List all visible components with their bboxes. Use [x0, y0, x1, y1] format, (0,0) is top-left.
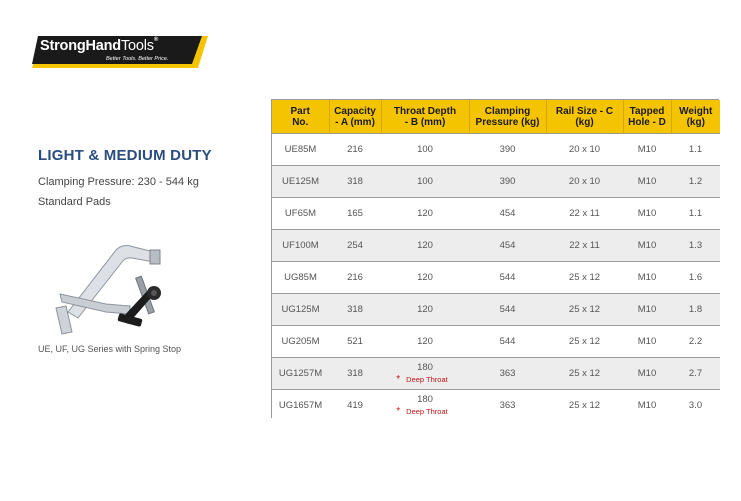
cell-weight: 2.2 — [671, 326, 720, 358]
cell-weight: 1.6 — [671, 262, 720, 294]
clamping-pressure-text: Clamping Pressure: 230 - 544 kg — [38, 176, 199, 188]
cell-part: UG205M — [272, 326, 329, 358]
cell-throat: 100 — [381, 134, 469, 166]
deep-throat-note: * Deep Throat — [396, 373, 448, 385]
pads-text: Standard Pads — [38, 196, 111, 208]
cell-hole: M10 — [623, 294, 671, 326]
cell-hole: M10 — [623, 230, 671, 262]
cell-part: UF65M — [272, 198, 329, 230]
deep-throat-note: * Deep Throat — [396, 405, 448, 417]
cell-throat: 120 — [381, 262, 469, 294]
cell-rail: 22 x 11 — [546, 230, 623, 262]
cell-weight: 1.1 — [671, 134, 720, 166]
cell-throat: 120 — [381, 230, 469, 262]
cell-pressure: 390 — [469, 166, 546, 198]
cell-hole: M10 — [623, 166, 671, 198]
cell-pressure: 454 — [469, 230, 546, 262]
cell-capacity: 216 — [329, 262, 381, 294]
table-row — [272, 198, 720, 230]
cell-rail: 25 x 12 — [546, 326, 623, 358]
cell-capacity: 419 — [329, 390, 381, 422]
header-weight: Weight (kg) — [671, 100, 720, 134]
cell-throat — [381, 358, 469, 390]
cell-rail: 25 x 12 — [546, 294, 623, 326]
table-row — [272, 358, 720, 390]
cell-capacity: 254 — [329, 230, 381, 262]
cell-weight: 1.1 — [671, 198, 720, 230]
cell-capacity: 318 — [329, 294, 381, 326]
cell-weight: 1.3 — [671, 230, 720, 262]
cell-capacity: 165 — [329, 198, 381, 230]
logo-wordmark: StrongHandTools® — [40, 37, 159, 54]
table-row — [272, 166, 720, 198]
cell-throat: 120 — [381, 198, 469, 230]
header-part-no: Part No. — [272, 100, 329, 134]
table-header-row — [272, 100, 720, 134]
cell-pressure: 544 — [469, 326, 546, 358]
cell-weight: 2.7 — [671, 358, 720, 390]
cell-rail: 20 x 10 — [546, 166, 623, 198]
cell-rail: 25 x 12 — [546, 262, 623, 294]
table-row — [272, 134, 720, 166]
cell-hole: M10 — [623, 390, 671, 422]
cell-throat — [381, 390, 469, 422]
brand-logo — [32, 36, 208, 68]
cell-rail: 22 x 11 — [546, 198, 623, 230]
clamp-product-image — [50, 236, 185, 340]
cell-part: UF100M — [272, 230, 329, 262]
table-row — [272, 390, 720, 422]
product-caption: UE, UF, UG Series with Spring Stop — [38, 344, 182, 354]
cell-throat: 100 — [381, 166, 469, 198]
table-row — [272, 326, 720, 358]
cell-rail: 25 x 12 — [546, 390, 623, 422]
cell-part: UG1657M — [272, 390, 329, 422]
cell-weight: 1.2 — [671, 166, 720, 198]
table-row — [272, 262, 720, 294]
cell-part: UG1257M — [272, 358, 329, 390]
section-heading: LIGHT & MEDIUM DUTY — [38, 147, 212, 164]
cell-hole: M10 — [623, 358, 671, 390]
cell-part: UG125M — [272, 294, 329, 326]
cell-capacity: 216 — [329, 134, 381, 166]
header-rail-size: Rail Size - C (kg) — [546, 100, 623, 134]
cell-part: UG85M — [272, 262, 329, 294]
table-row — [272, 230, 720, 262]
header-clamping-pressure: Clamping Pressure (kg) — [469, 100, 546, 134]
logo-tagline: Better Tools. Better Price. — [106, 56, 169, 62]
cell-pressure: 390 — [469, 134, 546, 166]
cell-rail: 25 x 12 — [546, 358, 623, 390]
header-capacity: Capacity - A (mm) — [329, 100, 381, 134]
throat-value: 180 — [417, 361, 433, 373]
cell-hole: M10 — [623, 134, 671, 166]
header-tapped-hole: Tapped Hole - D — [623, 100, 671, 134]
specs-table — [271, 99, 719, 418]
cell-hole: M10 — [623, 262, 671, 294]
cell-part: UE125M — [272, 166, 329, 198]
header-throat-depth: Throat Depth - B (mm) — [381, 100, 469, 134]
cell-pressure: 454 — [469, 198, 546, 230]
cell-rail: 20 x 10 — [546, 134, 623, 166]
throat-value: 180 — [417, 393, 433, 405]
cell-weight: 3.0 — [671, 390, 720, 422]
cell-hole: M10 — [623, 326, 671, 358]
cell-weight: 1.8 — [671, 294, 720, 326]
cell-throat: 120 — [381, 294, 469, 326]
cell-capacity: 521 — [329, 326, 381, 358]
cell-capacity: 318 — [329, 166, 381, 198]
cell-capacity: 318 — [329, 358, 381, 390]
cell-part: UE85M — [272, 134, 329, 166]
cell-pressure: 363 — [469, 358, 546, 390]
cell-hole: M10 — [623, 198, 671, 230]
table-row — [272, 294, 720, 326]
cell-throat: 120 — [381, 326, 469, 358]
cell-pressure: 363 — [469, 390, 546, 422]
cell-pressure: 544 — [469, 262, 546, 294]
cell-pressure: 544 — [469, 294, 546, 326]
